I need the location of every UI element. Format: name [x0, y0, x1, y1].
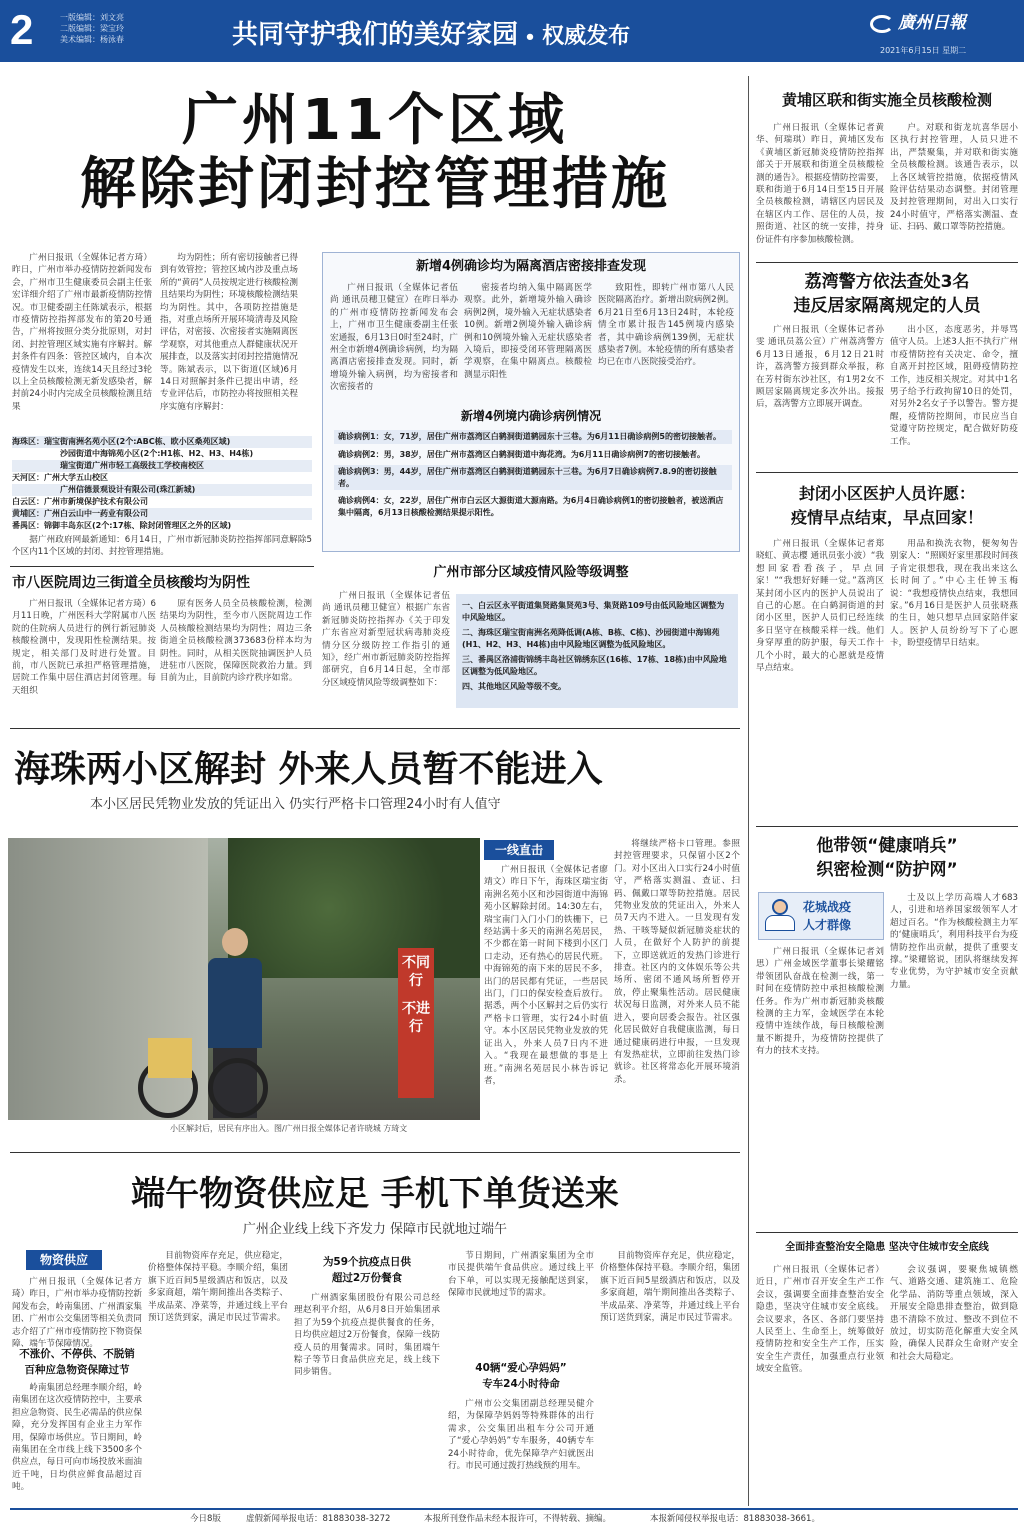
dragon-sub-2b: 超过2万份餐食 [331, 1272, 403, 1284]
dragon-sub-3b: 专车24小时待命 [482, 1378, 560, 1390]
editor-line: 一版编辑：刘文亮 [60, 13, 124, 22]
talent-title-1: 他带领“健康哨兵” [816, 836, 958, 856]
editor-line: 二版编辑：梁宝玲 [60, 24, 124, 33]
dragon-col-1b: 岭南集团总经理李顺介绍，岭南集团在这次疫情防控中，主要承担应急物资、民生必需品的供应保障，充分发挥国有企业主力军作用，保障市场供应。节日期间，岭南集团在全市线上线下3500多个供应点，每日可向市场投放米面油近千吨，日均供应鲜食品超过百吨。 [12, 1383, 142, 1493]
area-item: 番禺区：锦御丰岛东区(2个:17栋、除封闭管理区之外的区域) [12, 521, 232, 530]
footer-rule [10, 1508, 1018, 1510]
liwan-title-2: 违反居家隔离规定的人员 [793, 296, 981, 316]
column-separator [748, 76, 749, 1506]
risk-items [456, 594, 738, 708]
case-item: 确诊病例1：女，71岁，居住广州市荔湾区白鹤洞街道鹤园东十三巷。为6月11日确诊病例5的密切接触者。 [334, 430, 732, 444]
liwan-col-1: 广州日报讯（全媒体记者孙雯 通讯员荔公宣）广州荔湾警方6月13日通报，6月12日21时许，荔湾警方接到群众举报，称在芳村街东沙社区，有1男2女不顾居家隔离规定多次外出。接报后，荔湾警方立即展开调查。 [756, 325, 884, 410]
section-title-sub: 权威发布 [542, 23, 631, 49]
issue-date: 2021年6月15日 星期二 [880, 46, 967, 55]
divider [756, 262, 1018, 263]
cases-subtitle: 新增4例境内确诊病例情况 [460, 409, 602, 423]
dragon-col-2: 目前物资库存充足，供应稳定，价格整体保持平稳。李顺介绍，集团旗下近百间5星级酒店和饭店，以及多家商超，端午期间推出各类粽子、半成品菜、净菜等，并通过线上平台预订送货到家，满足市民过节需求。 [148, 1251, 288, 1324]
logo-text: 廣州日報 [898, 13, 966, 33]
hospital-col-1: 广州日报讯（全媒体记者方琦）6月11日晚，广州医科大学附属市八医院的住院病人员进行的例行新冠肺炎核酸检测中，发现阳性检测结果。按规定，相关部门及时进行处置。目前，市八医院已承担严格管理措施，居院工作集中居住酒店封闭管理。每天组织 [12, 599, 156, 696]
section-title-main: 共同守护我们的美好家园 [232, 20, 519, 50]
divider [756, 1232, 1018, 1233]
area-item: 海珠区：瑞宝街南洲名苑小区(2个:ABC栋、欧小区桑苑区域) [12, 436, 312, 448]
lead-headline-1: 广州11个区域 [182, 88, 568, 153]
sign-text: 行 [409, 1019, 423, 1035]
page-number: 2 [10, 6, 34, 53]
sign-text: 不同 [402, 955, 430, 971]
sign-text: 行 [409, 973, 423, 989]
huangpu-col-1: 广州日报讯（全媒体记者黄华、何瑞琪）昨日，黄埔区发布《黄埔区新冠肺炎疫情防控指挥部关于开展联和街道全员核酸检测的通告》。根据疫情防控需要，联和街道于6月14日至15日开展全员核酸检测，请辖区内居民及在辖区内工作、居住的人员，按照街道、社区的统一安排，持身份证件有序参加核酸检测。 [756, 123, 884, 245]
dragon-headline: 端午物资供应足 手机下单货送来 [131, 1174, 619, 1214]
medic-title-1: 封闭小区医护人员许愿： [798, 484, 975, 503]
huangpu-col-2: 户。对联和街龙坑喜华居小区执行封控管理，人员只进不出，严禁聚集，并对联和街实施全员核酸检测。该通告表示，以上各区域管控措施，依据疫情风险评估结果动态调整。封闭管理及封控管理期间，对出入口实行24小时值守，严格落实测温、查证、扫码、戴口罩等防控措施。 [890, 123, 1018, 233]
dragon-col-4: 节日期间，广州酒家集团为全市市民提供端午食品供应。通过线上平台下单，可以实现无接触配送到家，保障市民就地过节的需求。 [448, 1251, 594, 1299]
badge-line-2: 人才群像 [803, 918, 852, 932]
haizhu-col-2: 将继续严格卡口管理。参照封控管理要求，只保留小区2个门。对小区出入口实行24小时值守，严格落实测温、查证、扫码、佩戴口罩等防控措施。居民凭物业发放的凭证出入，外来人员7天内不进入。一旦发现有发热、干咳等疑似新冠肺炎症状的人员，在做好个人防护的前提下，立即送就近的发热门诊进行排查。社区内的文体娱乐等公共场所、密闭不通风场所暂停开放，停止聚集性活动。居民健康状况每日监测，对外来人员不能进入，要向居委会报告。社区强化居民做好自我健康监测，每日通过健康码进行申报，一旦发现有发热症状，立即前往发热门诊就诊。社区将常态化开展环境消杀。 [614, 839, 740, 1085]
badge-line-1: 花城战疫 [803, 900, 852, 914]
case-list [334, 430, 732, 548]
footer-notice: 本报所刊登作品未经本报许可，不得转载、摘编。 [424, 1514, 612, 1524]
dragon-subheadline: 广州企业线上线下齐发力 保障市民就地过端午 [242, 1222, 508, 1237]
case-item: 确诊病例4：女，22岁，居住广州市白云区大源街道大源南路。为6月4日确诊病例1的密切接触者，被送酒店集中隔离，6月13日核酸检测结果提示阳性。 [338, 496, 724, 517]
lead-col-2: 均为阴性；所有密切接触者已得到有效管控；管控区域内涉及重点场所的“黄码”人员按规定进行核酸检测且结果均为阴性；环境核酸检测结果均为阴性。其中，各项防控措施是指，对重点场所开展环境清毒及风险评估，对密接、次密接者实施隔离医学观察，对其他重点人群健康状况开展排查，以及落实封闭封控措施情况等。陈斌表示，以下街道(区域)6月14日对照解封条件已提出申请，经专业评估后，市防控办将按照相关程序实施有序解封： [160, 253, 298, 412]
editors-block [60, 12, 180, 52]
dragon-tag: 物资供应 [26, 1250, 102, 1270]
area-item: 沙园街道中海锦苑小区(2个:H1栋、H2、H3、H4栋) [60, 449, 254, 458]
footer-hotline: 虚假新闻举报电话：81883038-3272 [246, 1514, 391, 1524]
sign-text: 不进 [402, 1001, 430, 1017]
doctor-icon [765, 899, 795, 935]
hospital-col-2: 原有医务人员全员核酸检测，检测结果均为阴性，至今市八医院周边工作人员核酸检测结果均为阴性；周边三条街道全员核酸检测373683份样本均为阴性。同时，从相关医院抽调医护人员进驻市八医院，保障医院救治力量。到目前为止，目前院内诊疗秩序如常。 [160, 599, 312, 684]
safety-col-1: 广州日报讯（全媒体记者）近日，广州市召开安全生产工作会议，强调要全面排查整治安全隐患，坚决守住城市安全底线。会议要求，各区、各部门要坚持人民至上、生命至上，统筹做好疫情防控和安全生产工作，压实安全生产责任，加强重点行业领域安全监管。 [756, 1265, 884, 1375]
dragon-col-3: 广州酒家集团股份有限公司总经理赵利平介绍，从6月8日开始集团承担了为59个抗疫点提供餐食的任务，日均供应超过2万份餐食，保障一线防疫人员的用餐需求。同时，集团端午粽子等节日食品供应充足，线上线下同步销售。 [294, 1293, 440, 1378]
medic-col-1: 广州日报讯（全媒体记者郑晓虹、黄志樱 通讯员张小波）“我想回家看看孩子，早点回家！”“我想好好睡一觉。”荔湾区某封闭小区内的医护人员说出了自己的心愿。在白鹤洞街道的封闭小区里，医护人员们已经连续多日坚守在核酸采样一线。他们身穿厚重的防护服，每天工作十几个小时，最大的心愿就是疫情早点结束。 [756, 539, 884, 674]
case-item: 确诊病例3：男，44岁，居住广州市荔湾区白鹤洞街道鹤园东十三巷。为6月7日确诊病例7.8.9的密切接触者。 [334, 465, 732, 490]
liwan-col-2: 出小区，态度恶劣，并辱骂值守人员。上述3人拒不执行广州市疫情防控有关决定、命令，擅自离开封控区域，阻碍疫情防控工作，违反相关规定。对其中1名男子给予行政拘留10日的处罚，对另外2名女子予以警告。警方提醒，疫情防控期间，市民应当自觉遵守防控规定，配合做好防疫工作。 [890, 325, 1018, 447]
hospital-title: 市八医院周边三街道全员核酸均为阴性 [12, 575, 250, 591]
editor-line: 美术编辑：杨泳春 [60, 35, 124, 44]
dragon-sub-1a: 不涨价、不停供、不脱销 [19, 1348, 135, 1360]
liwan-title-1: 荔湾警方依法查处3名 [804, 272, 970, 292]
cases-col-2: 密接者均纳入集中隔离医学观察。此外，新增境外输入确诊病例2例，境外输入无症状感染者10例。新增2例境外输入确诊病例和10例境外输入无症状感染者入境后，即接受闭环管理隔离医学观察，在集中隔离点。核酸检测显示阳性 [464, 283, 592, 380]
area-item: 白云区：广州市新境保护技术有限公司 [12, 497, 148, 506]
talent-badge [758, 892, 884, 940]
footer-pages: 今日8版 [190, 1514, 221, 1524]
talent-title-2: 织密检测“防护网” [816, 860, 958, 880]
risk-item: 一、白云区永平街道集贤路集贤苑3号、集贤路109号由低风险地区调整为中风险地区。 [462, 601, 725, 622]
haizhu-subheadline: 本小区居民凭物业发放的凭证出入 仍实行严格卡口管理24小时有人值守 [90, 797, 501, 812]
lead-col-1: 广州日报讯（全媒体记者方琦）昨日，广州市举办疫情防控新闻发布会，广州市卫生健康委员会副主任张宏详细介绍了广州市最新疫情防控情况。市卫健委副主任陈斌表示，根据市疫情防控指挥部发布的第20号通告，广州将按照分类分批原则，对封闭、封控管理区域实施有序解封。解封条件有四条：管控区域内，自本次疫情发生以来，连续14天且经过3轮以上全员核酸检测无新发感染者，解封前24小时内完成全员核酸检测且结果 [12, 253, 152, 412]
dragon-sub-1b: 百种应急物资保障过节 [24, 1364, 130, 1376]
safety-col-2: 会议强调，要聚焦城镇燃气、道路交通、建筑施工、危险化学品、消防等重点领域，深入开展安全隐患排查整治，做到隐患不清除不放过、整改不到位不放过，切实防范化解重大安全风险，确保人民群众生命财产安全和社会大局稳定。 [890, 1265, 1018, 1362]
photo-bicycle [138, 1038, 268, 1118]
photo-caption: 小区解封后，居民有序出入。图/广州日报全媒体记者许晓城 方琦文 [170, 1124, 408, 1133]
case-item: 确诊病例2：男，38岁，居住广州市荔湾区白鹤洞街道中海花湾。为6月11日确诊病例7的密切接触者。 [338, 449, 705, 459]
haizhu-col-1: 广州日报讯（全媒体记者廖靖文）昨日下午，海珠区瑞宝街南洲名苑小区和沙园街道中海锦苑小区解除封闭。14:30左右，瑞宝南门入门小门的铁栅下，已经站满十多天的南洲名苑居民，不少都在第一时间下楼到小区门口走动，还有热心的居民代班。中海锦苑的南下来的居民不多，出门的居民都有凭证，一些居民出门，门口的保安检查后放行。据悉，两个小区解封之后仍实行严格卡口管理，实行24小时值守。本小区居民凭物业发放的凭证出入，外来人员7日内不进入。“我现在最想做的事是上班。”南洲名苑居民小林告诉记者， [484, 865, 608, 1086]
divider [756, 472, 1018, 473]
area-item: 瑞宝街道广州市轻工高级技工学校南校区 [12, 460, 312, 472]
divider [10, 1152, 740, 1153]
cases-title: 新增4例确诊均为隔离酒店密接排查发现 [415, 259, 647, 274]
cases-col-1: 广州日报讯（全媒体记者伍尚 通讯员穗卫健宣）在昨日举办的广州市疫情防控新闻发布会上，广州市卫生健康委副主任张宏通报，6月13日0时至24时，广州全市新增4例确诊病例，均为隔离酒店密接排查发现。同时，新增境外输入病例，均为密接者和次密接者的 [330, 283, 458, 393]
section-title: 共同守护我们的美好家园 • 权威发布 [232, 20, 631, 50]
dragon-sub-2a: 为59个抗疫点日供 [322, 1256, 412, 1268]
area-list [12, 436, 312, 532]
risk-title: 广州市部分区域疫情风险等级调整 [433, 565, 629, 580]
divider [10, 566, 314, 567]
dragon-col-6: 目前物资库存充足，供应稳定，价格整体保持平稳。李顺介绍，集团旗下近百间5星级酒店和饭店，以及多家商超，端午期间推出各类粽子、半成品菜、净菜等，并通过线上平台预订送货到家，满足市民过节需求。 [600, 1251, 740, 1324]
dragon-col-1: 广州日报讯（全媒体记者方琦）昨日，广州市举办疫情防控新闻发布会，岭南集团、广州酒家集团、广州市公交集团等相关负责同志介绍了广州市疫情防控下物资保障、端午节保障情况。 [12, 1277, 142, 1350]
divider [10, 728, 740, 729]
footer-rights: 本报新闻侵权举报电话：81883038-3661。 [650, 1514, 820, 1524]
area-item: 黄埔区：广州白云山中一药业有限公司 [12, 508, 312, 520]
risk-col: 广州日报讯（全媒体记者伍尚 通讯员穗卫健宣）根据广东省新冠肺炎防控指挥办《关于印发广东省应对新型冠状病毒肺炎疫情分区分级防控工作指引的通知》，经广州市新冠肺炎防控指挥部研究，自6月14日起，全市部分区域疫情风险等级调整如下： [322, 591, 450, 688]
logo-swirl-icon [870, 15, 894, 33]
dragon-sub-3a: 40辆“爱心孕妈妈” [475, 1362, 567, 1374]
talent-col-1: 广州日报讯（全媒体记者刘思）广州金域医学董事长梁耀铭带领团队奋战在检测一线，第一时间在疫情防控中承担核酸检测任务。作为广州市新冠肺炎核酸检测的主力军，金域医学在本轮疫情中连续作战，每日核酸检测量不断提升，为疫情防控提供了有力的技术支持。 [756, 947, 884, 1057]
haizhu-tag: 一线直击 [484, 840, 554, 860]
newspaper-logo [870, 8, 1020, 38]
talent-col-2: 士及以上学历高端人才683人，引进和培养国家级领军人才超过百名。“作为核酸检测主力军的‘健康哨兵’，利用科技平台为疫情防控作出贡献，提供了重要支撑。”梁耀铭说，团队将继续发挥专业优势，为守护城市安全贡献力量。 [890, 893, 1018, 990]
risk-item: 四、其他地区风险等级不变。 [462, 682, 566, 691]
medic-col-2: 用品和换洗衣物，便匆匆告别家人：“照顾好家里那段时间孩子肯定很想我，现在我出来这么长时间了。”中心主任钟玉梅说：“我想疫情快点结束，我想回家。”6月16日是医护人员张晓燕的生日，她只想早点回家陪伴家人。医护人员纷纷写下了心愿卡，盼望疫情早日结束。 [890, 539, 1018, 649]
photo-gate-sign [398, 948, 434, 1098]
lead-headline-2: 解除封闭封控管理措施 [80, 152, 670, 217]
dragon-col-5: 广州市公交集团副总经理吴健介绍，为保障孕妈妈等特殊群体的出行需求，公交集团出租车分公司开通了“爱心孕妈妈”专车服务，40辆专车24小时待命，优先保障孕产妇就医出行。市民可通过拨打热线预约用车。 [448, 1399, 594, 1472]
cases-col-3: 致阳性，即转广州市第八人民医院隔离治疗。新增出院病例2例。6月21日至6月13日24时，本轮疫情全市累计报告145例境内感染者，其中确诊病例139例，无症状感染者7例。本轮疫情的所有感染者均已在市八医院接受治疗。 [598, 283, 734, 368]
footer [10, 1512, 1018, 1526]
haizhu-photo [8, 838, 480, 1120]
risk-item: 二、海珠区瑞宝街南洲名苑降低调(A栋、B栋、C栋)、沙园街道中海锦苑(H1、H2、H3、H4栋)由中风险地区调整为低风险地区。 [462, 628, 720, 649]
area-item: 广州信德景观设计有限公司(珠江新城) [12, 484, 312, 496]
risk-item: 三、番禺区洛浦街锦绣丰岛社区锦绣东区(16栋、17栋、18栋)由中风险地区调整为低风险地区。 [462, 655, 727, 676]
medic-title-2: 疫情早点结束，早点回家！ [790, 508, 983, 527]
divider [756, 826, 1018, 827]
lead-close: 据广州政府网最新通知：6月14日，广州市新冠肺炎防控指挥部同意解除5个区内11个区域的封闭、封控管理措施。 [12, 535, 312, 558]
huangpu-title: 黄埔区联和街实施全员核酸检测 [781, 91, 992, 109]
safety-title: 全面排查整治安全隐患 坚决守住城市安全底线 [785, 1242, 989, 1253]
haizhu-headline: 海珠两小区解封 外来人员暂不能进入 [14, 748, 603, 790]
area-item: 天河区：广州大学五山校区 [12, 473, 108, 482]
